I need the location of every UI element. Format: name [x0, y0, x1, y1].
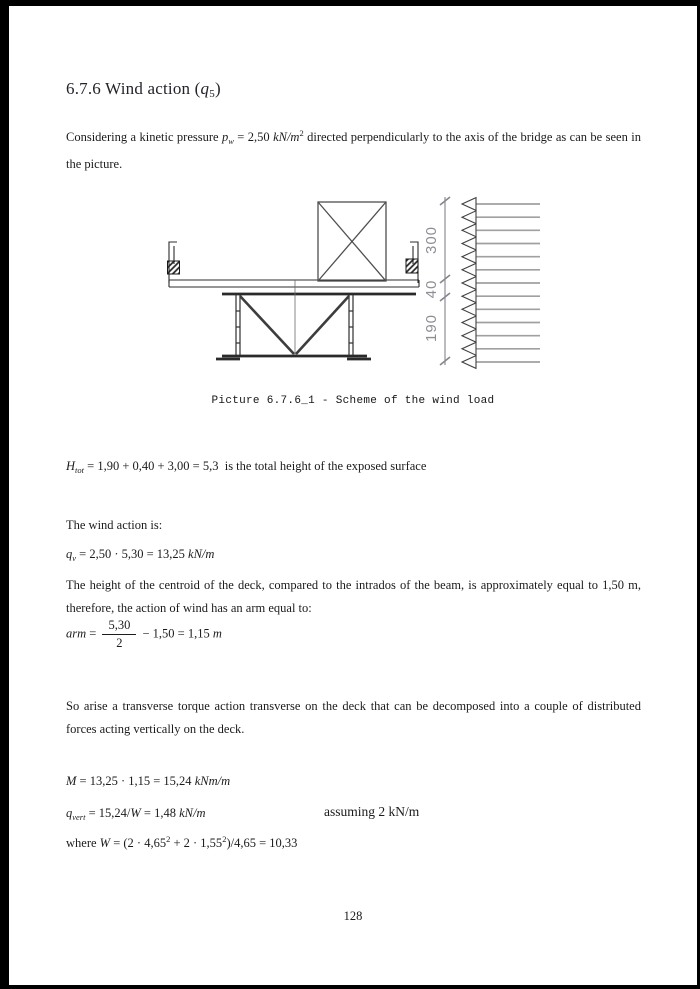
- dim-label-190: 190: [423, 313, 440, 343]
- m-variable: M: [66, 774, 77, 788]
- arm-expression: − 1,50 = 1,15: [139, 626, 213, 641]
- qvert-equation: [66, 806, 641, 822]
- left-curb: [168, 242, 180, 283]
- torque-paragraph: So arise a transverse torque action transverse on the deck that can be decomposed into a couple of distributed forces acting vertically on the deck.: [66, 699, 641, 737]
- htot-equation: [66, 459, 426, 475]
- page-number: 128: [343, 909, 363, 923]
- where-expression-3: )/4,65 = 10,33: [226, 836, 298, 850]
- qvert-expression-1: = 15,24/: [85, 806, 131, 820]
- figure-caption: Picture 6.7.6_1 - Scheme of the wind load: [211, 395, 495, 407]
- where-equation: [66, 834, 297, 851]
- where-variable: W: [99, 836, 111, 850]
- arm-equals: =: [86, 626, 100, 641]
- heading-subscript: 5: [209, 88, 215, 100]
- wind-load-figure: [160, 189, 545, 379]
- fraction-denominator: 2: [116, 636, 123, 650]
- right-bearing-hatch: [406, 259, 418, 273]
- intro-equation: = 2,50: [233, 130, 274, 144]
- heading-text: 6.7.6 Wind action (: [66, 79, 201, 98]
- wind-arrows: [462, 198, 540, 369]
- document-page: [9, 6, 697, 985]
- intro-text: Considering a kinetic pressure: [66, 130, 222, 144]
- intro-text-end: directed perpendicularly to the axis of the bridge as can be seen in the picture.: [66, 130, 641, 172]
- intro-superscript: 2: [299, 128, 304, 138]
- htot-expression: = 1,90 + 0,40 + 3,00 = 5,3: [84, 459, 219, 473]
- qvert-variable: q: [66, 806, 73, 820]
- where-superscript-1: 2: [166, 834, 171, 844]
- where-expression-1: = (2 · 4,65: [110, 836, 167, 850]
- right-curb: [406, 242, 418, 283]
- arm-variable: arm: [66, 626, 87, 641]
- where-superscript-2: 2: [222, 834, 227, 844]
- htot-subscript: tot: [75, 465, 85, 475]
- assuming-note: assuming 2 kN/m: [324, 804, 420, 819]
- arm-unit: m: [212, 626, 222, 641]
- intro-paragraph: [66, 122, 641, 176]
- qv-variable: q: [66, 547, 73, 561]
- qv-subscript: v: [72, 553, 77, 563]
- heading-variable: q: [200, 79, 210, 98]
- dim-label-40: 40: [423, 279, 440, 299]
- qv-expression: = 2,50 · 5,30 = 13,25: [76, 547, 189, 561]
- dim-label-300: 300: [423, 225, 440, 255]
- htot-description: is the total height of the exposed surface: [218, 459, 427, 473]
- m-unit: kNm/m: [194, 774, 231, 788]
- fraction-numerator: 5,30: [102, 618, 136, 635]
- support-truss: [216, 280, 371, 359]
- w-variable: W: [130, 806, 141, 820]
- m-expression: = 13,25 · 1,15 = 15,24: [76, 774, 195, 788]
- arm-equation: [66, 618, 222, 651]
- qvert-unit: kN/m: [179, 806, 206, 820]
- deck-slab: [169, 280, 419, 294]
- where-text: where: [66, 836, 100, 850]
- qv-unit: kN/m: [188, 547, 215, 561]
- left-bearing-hatch: [168, 261, 180, 274]
- centroid-paragraph: The height of the centroid of the deck, compared to the intrados of the beam, is approximately equal to 1,50 m, therefore, the action of wind has an arm equal to:: [66, 578, 641, 616]
- vehicle-envelope: [318, 202, 386, 281]
- dimension-line: [423, 197, 450, 365]
- qvert-expression-2: = 1,48: [140, 806, 180, 820]
- section-heading: [66, 79, 221, 100]
- qvert-subscript: vert: [72, 812, 86, 822]
- pw-subscript: w: [228, 136, 234, 146]
- wind-action-label: The wind action is:: [66, 518, 163, 532]
- heading-close: ): [214, 79, 221, 98]
- qv-equation: [66, 547, 214, 563]
- pw-variable: p: [221, 130, 229, 144]
- htot-variable: H: [66, 459, 76, 473]
- where-expression-2: + 2 · 1,55: [170, 836, 223, 850]
- moment-equation: [66, 774, 230, 789]
- intro-unit: kN/m: [273, 130, 300, 144]
- bridge-cross-section-drawing: [160, 189, 545, 379]
- arm-fraction: [102, 618, 136, 651]
